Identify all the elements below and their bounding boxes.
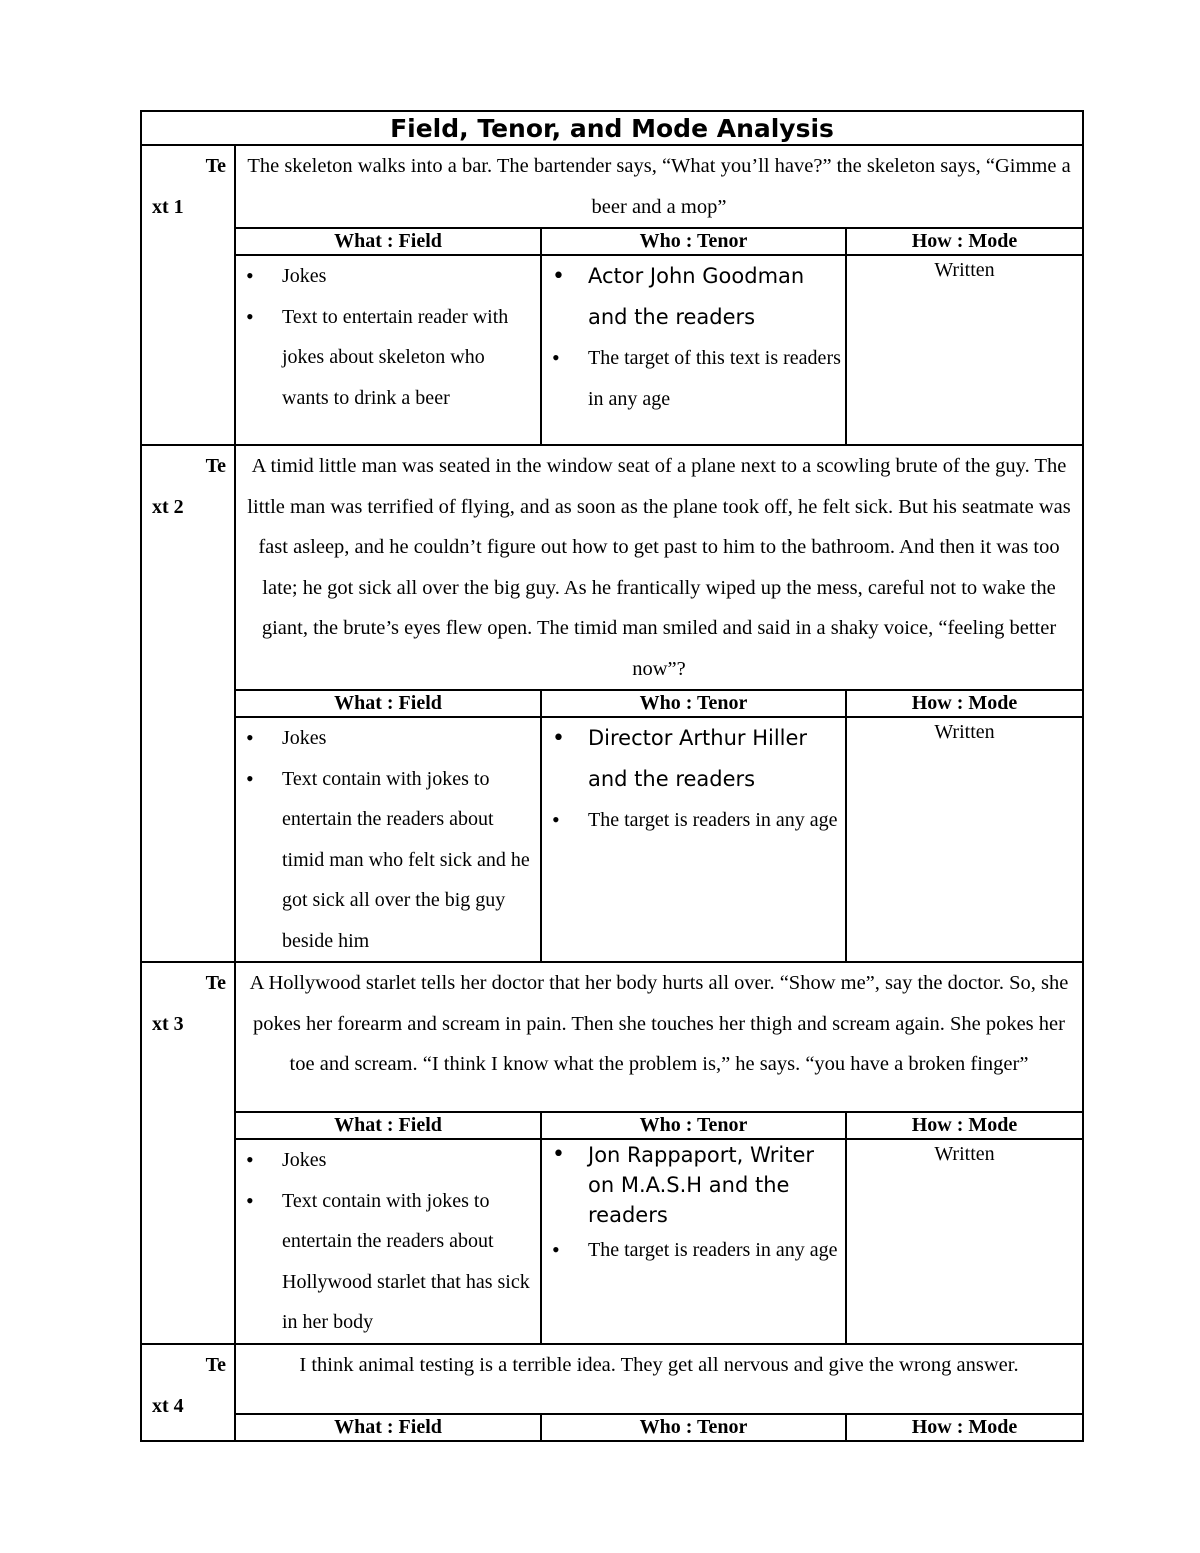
- text-3-passage-row: [141, 962, 1083, 1112]
- text-4-field-header: What : Field: [235, 1414, 541, 1441]
- text-3-field-item-1: • Jokes: [244, 1140, 536, 1181]
- text-2-field-list: [244, 718, 536, 961]
- text-2-mode-cell: Written: [846, 717, 1083, 962]
- text-3-tenor-header: Who : Tenor: [541, 1112, 846, 1139]
- text-2-passage-row: [141, 445, 1083, 690]
- text-4-label: [141, 1344, 235, 1441]
- text-1-field-cell: [235, 255, 541, 445]
- text-3-tenor-list: [550, 1140, 841, 1271]
- text-3-label-part-b: xt 3: [152, 1013, 184, 1035]
- text-1-label-part-a: Te: [205, 155, 226, 177]
- text-3-header-row: [141, 1112, 1083, 1139]
- text-2-field-header: What : Field: [235, 690, 541, 717]
- page-title: Field, Tenor, and Mode Analysis: [141, 111, 1083, 145]
- text-1-header-row: [141, 228, 1083, 255]
- text-2-label: [141, 445, 235, 962]
- text-1-mode-cell: Written: [846, 255, 1083, 445]
- text-2-tenor-main: • Director Arthur Hiller and the readers: [550, 718, 841, 800]
- text-4-passage-row: [141, 1344, 1083, 1414]
- text-3-label-part-a: Te: [205, 972, 226, 994]
- text-3-tenor-note: • The target is readers in any age: [550, 1230, 841, 1271]
- text-2-mode-header: How : Mode: [846, 690, 1083, 717]
- text-3-field-item-2: • Text contain with jokes to entertain the readers about Hollywood starlet that has sick in her body: [244, 1181, 536, 1343]
- text-4-tenor-header: Who : Tenor: [541, 1414, 846, 1441]
- analysis-table: [140, 110, 1084, 1442]
- text-1-tenor-header: Who : Tenor: [541, 228, 846, 255]
- text-1-field-header: What : Field: [235, 228, 541, 255]
- text-2-tenor-header: Who : Tenor: [541, 690, 846, 717]
- text-1-field-list: [244, 256, 536, 418]
- text-1-field-item-1: • Jokes: [244, 256, 536, 297]
- text-1-mode-header: How : Mode: [846, 228, 1083, 255]
- text-2-field-item-2: • Text contain with jokes to entertain the readers about timid man who felt sick and he got sick all over the big guy beside him: [244, 759, 536, 962]
- text-1-tenor-note: • The target of this text is readers in any age: [550, 338, 841, 419]
- text-1-passage-row: [141, 145, 1083, 228]
- text-4-mode-header: How : Mode: [846, 1414, 1083, 1441]
- text-2-header-row: [141, 690, 1083, 717]
- text-2-label-part-b: xt 2: [152, 496, 184, 518]
- text-2-label-part-a: Te: [205, 455, 226, 477]
- title-row: [141, 111, 1083, 145]
- text-3-tenor-cell: [541, 1139, 846, 1344]
- text-3-field-header: What : Field: [235, 1112, 541, 1139]
- text-2-tenor-cell: [541, 717, 846, 962]
- text-4-passage: I think animal testing is a terrible idea. They get all nervous and give the wrong answer.: [235, 1344, 1083, 1414]
- analysis-sheet: [140, 110, 1082, 1442]
- text-4-header-row: [141, 1414, 1083, 1441]
- text-2-tenor-note: • The target is readers in any age: [550, 800, 841, 841]
- text-2-analysis-row: [141, 717, 1083, 962]
- text-1-passage: The skeleton walks into a bar. The bartender says, “What you’ll have?” the skeleton says, “Gimme a beer and a mop”: [235, 145, 1083, 228]
- text-1-field-item-2: • Text to entertain reader with jokes about skeleton who wants to drink a beer: [244, 297, 536, 419]
- text-1-tenor-list: [550, 256, 841, 419]
- text-1-analysis-row: [141, 255, 1083, 445]
- text-1-tenor-main: • Actor John Goodman and the readers: [550, 256, 841, 338]
- text-3-mode-header: How : Mode: [846, 1112, 1083, 1139]
- text-3-analysis-row: [141, 1139, 1083, 1344]
- text-2-passage: A timid little man was seated in the window seat of a plane next to a scowling brute of the guy. The little man was terrified of flying, and as soon as the plane took off, he felt sick. But his seatmate was fast asleep, and he couldn’t figure out how to get past to him to the bathroom. And then it was too late; he got sick all over the big guy. As he frantically wiped up the mess, careful not to wake the giant, the brute’s eyes flew open. The timid man smiled and said in a shaky voice, “feeling better now”?: [235, 445, 1083, 690]
- text-3-field-list: [244, 1140, 536, 1343]
- text-2-field-cell: [235, 717, 541, 962]
- text-1-label-part-b: xt 1: [152, 196, 184, 218]
- text-3-passage: A Hollywood starlet tells her doctor that her body hurts all over. “Show me”, say the doctor. So, she pokes her forearm and scream in pain. Then she touches her thigh and scream again. She pokes her toe and scream. “I think I know what the problem is,” he says. “you have a broken finger”: [235, 962, 1083, 1112]
- text-1-tenor-cell: [541, 255, 846, 445]
- text-2-field-item-1: • Jokes: [244, 718, 536, 759]
- text-3-field-cell: [235, 1139, 541, 1344]
- text-4-label-part-b: xt 4: [152, 1394, 184, 1417]
- text-3-tenor-main: • Jon Rappaport, Writer on M.A.S.H and the readers: [550, 1140, 841, 1230]
- text-1-label: [141, 145, 235, 445]
- text-2-tenor-list: [550, 718, 841, 841]
- text-3-mode-cell: Written: [846, 1139, 1083, 1344]
- text-4-label-part-a: Te: [205, 1353, 226, 1376]
- text-3-label: [141, 962, 235, 1344]
